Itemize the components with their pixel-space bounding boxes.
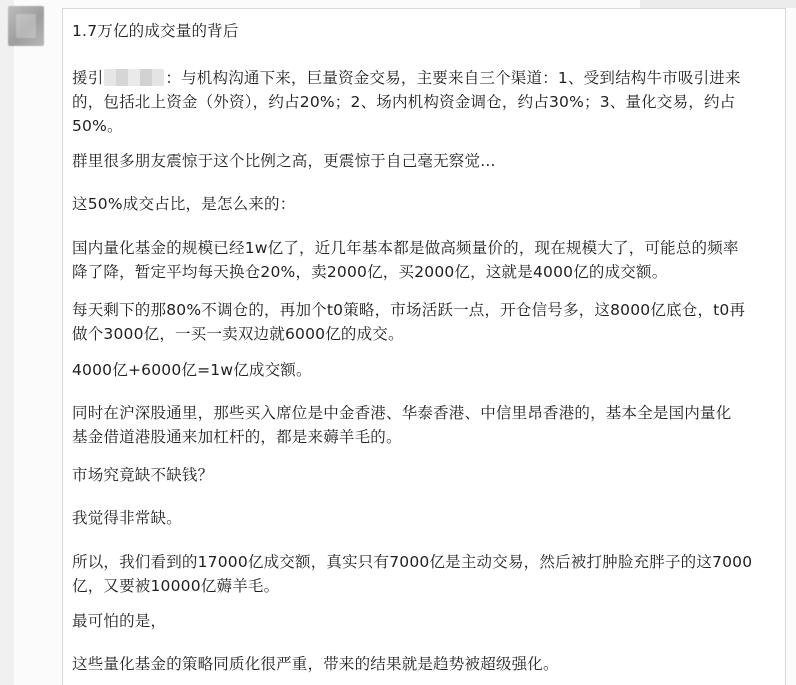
post-title: 1.7万亿的成交量的背后 [72, 22, 239, 40]
paragraph-1 [72, 66, 772, 138]
paragraph-11: 最可怕的是， [72, 612, 167, 630]
paragraph-5-line-2: 做个3000亿，一买一卖双边就6000亿的成交。 [72, 325, 404, 343]
paragraph-5-line-1: 每天剩下的那80%不调仓的，再加个t0策略，市场活跃一点，开仓信号多，这8000亿底仓，t0再 [72, 301, 746, 319]
paragraph-10-line-2: 亿，又要被10000亿薅羊毛。 [72, 577, 280, 595]
paragraph-3: 这50%成交占比，是怎么来的： [72, 195, 296, 213]
paragraph-7-line-1: 同时在沪深股通里，那些买入席位是中金香港、华泰香港、中信里昂香港的，基本全是国内量化 [72, 404, 732, 422]
paragraph-7-line-2: 基金借道港股通来加杠杆的，都是来薅羊毛的。 [72, 428, 402, 446]
paragraph-10 [72, 550, 772, 598]
paragraph-4-line-2: 降了降，暂定平均每天换仓20%，卖2000亿，买2000亿，这就是4000亿的成交额。 [72, 263, 668, 281]
paragraph-1-line-3: 50%。 [72, 117, 123, 135]
paragraph-12: 这些量化基金的策略同质化很严重，带来的结果就是趋势被超级强化。 [72, 655, 559, 673]
paragraph-7 [72, 401, 772, 449]
paragraph-4-line-1: 国内量化基金的规模已经1w亿了，近几年基本都是做高频量价的，现在规模大了，可能总的频率 [72, 239, 739, 257]
paragraph-8: 市场究竟缺不缺钱？ [72, 466, 214, 484]
paragraph-6: 4000亿+6000亿=1w亿成交额。 [72, 361, 312, 379]
paragraph-4 [72, 236, 772, 284]
paragraph-1-line-1: ：与机构沟通下来，巨量资金交易，主要来自三个渠道：1、受到结构牛市吸引进来 [165, 69, 741, 87]
left-gutter [0, 0, 14, 685]
user-avatar[interactable] [8, 6, 44, 46]
paragraph-5 [72, 298, 772, 346]
paragraph-2: 群里很多朋友震惊于这个比例之高，更震惊于自己毫无察觉... [72, 152, 496, 170]
redacted-source-mosaic [104, 69, 164, 86]
paragraph-9: 我觉得非常缺。 [72, 509, 182, 527]
paragraph-1-line-2: 的，包括北上资金（外资），约占20%；2、场内机构资金调仓，约占30%；3、量化交易，约占 [72, 93, 736, 111]
paragraph-10-line-1: 所以，我们看到的17000亿成交额，真实只有7000亿是主动交易，然后被打肿脸充胖子的这7000 [72, 553, 753, 571]
paragraph-1-prefix: 援引 [72, 69, 104, 87]
top-edge-bar [640, 0, 796, 8]
